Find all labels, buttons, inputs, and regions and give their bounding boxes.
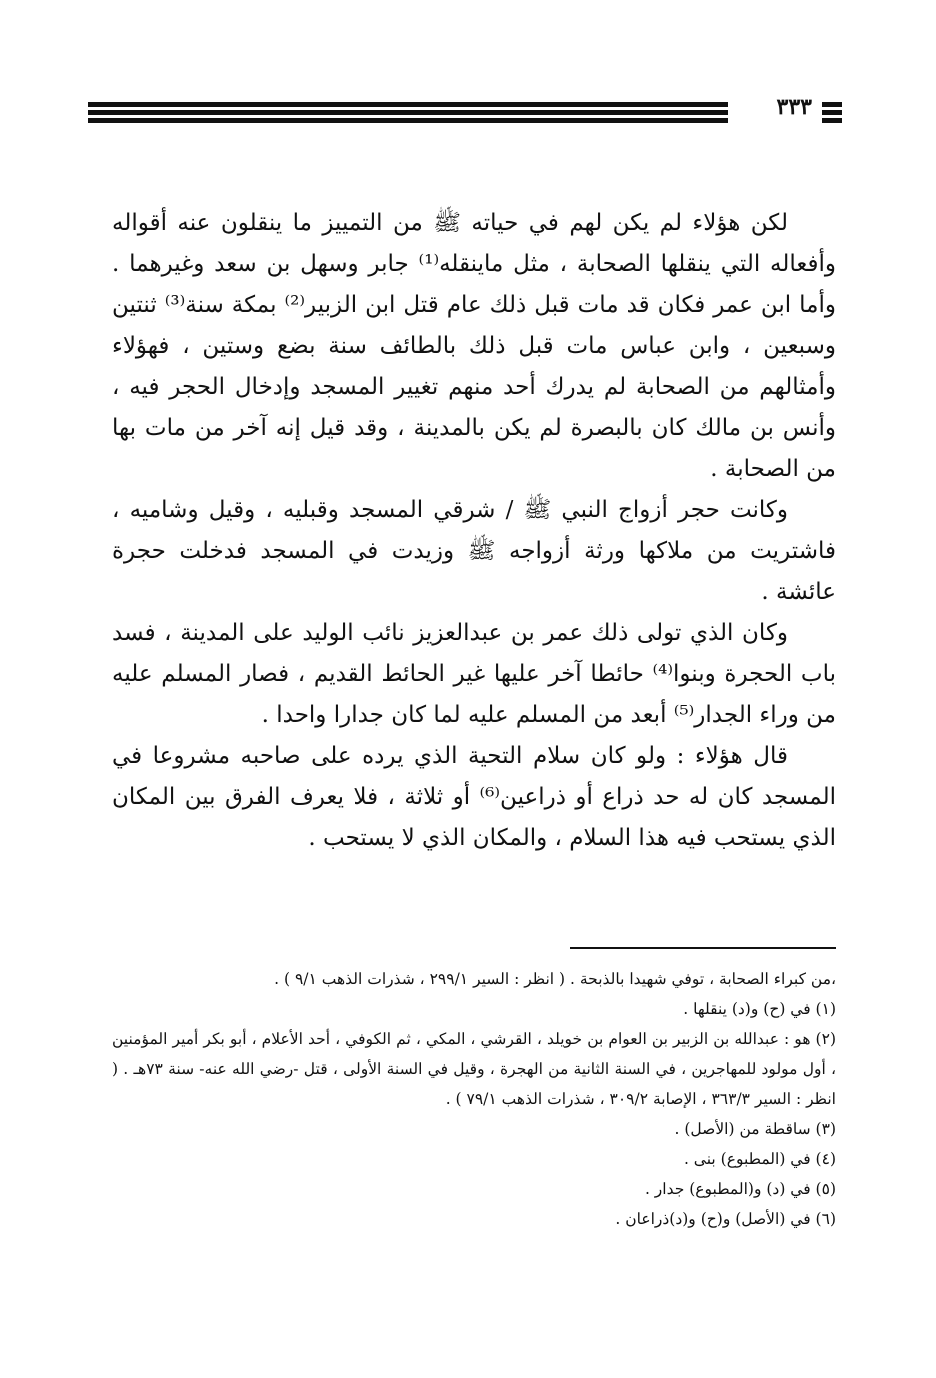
header-rule (88, 118, 728, 123)
paragraph: قال هؤلاء : ولو كان سلام التحية الذي يرده على صاحبه مشروعا في المسجد كان له حد ذراع أو ذراعين⁽⁶⁾ أو ثلاثة ، فلا يعرف الفرق بين المكان الذي يستحب فيه هذا السلام ، والمكان الذي لا يستحب . (112, 743, 836, 851)
header-rule-short (822, 102, 842, 107)
footnote: (٥) في (د) و(المطبوع) جدار . (644, 1180, 836, 1198)
footnote: (٦) في (الأصل) و(ح) و(د)ذراعان . (615, 1210, 836, 1228)
footnote: (٢) هو : عبدالله بن الزبير بن العوام بن خويلد ، القرشي ، المكي ، ثم الكوفي ، أحد الأعلام ، أبو بكر أمير المؤمنين ، أول مولود للمهاجرين ، في السنة الثانية من الهجرة ، وقيل في السنة الأولى ، قتل -رضي الله عنه- سنة ٧٣هـ . ( انظر : السير ٣٦٣/٣ ، الإصابة ٣٠٩/٢ ، شذرات الذهب ٧٩/١ ) . (112, 1030, 837, 1108)
header-rule (88, 102, 728, 107)
main-text (112, 203, 836, 859)
paragraph: وكانت حجر أزواج النبي ﷺ / شرقي المسجد وقبليه ، وقيل وشاميه ، فاشتريت من ملاكها ورثة أزواجه ﷺ وزيدت في المسجد فدخلت حجرة عائشة . (112, 497, 836, 605)
header-rule-short (822, 118, 842, 123)
footnote: (٤) في (المطبوع) بنى . (683, 1150, 836, 1168)
header-rule-short (822, 110, 842, 115)
paragraph: وكان الذي تولى ذلك عمر بن عبدالعزيز نائب الوليد على المدينة ، فسد باب الحجرة وبنوا⁽⁴⁾ حائطا آخر عليها غير الحائط القديم ، فصار المسلم عليه من وراء الجدار⁽⁵⁾ أبعد من المسلم عليه لما كان جدارا واحدا . (112, 620, 836, 728)
page-header (88, 96, 842, 130)
header-rule (88, 110, 728, 115)
footnote: ،من كبراء الصحابة ، توفي شهيدا بالذبحة . ( انظر : السير ٢٩٩/١ ، شذرات الذهب ٩/١ ) . (274, 970, 836, 988)
footnotes (112, 964, 836, 1234)
footnote-separator (570, 947, 836, 949)
paragraph: لكن هؤلاء لم يكن لهم في حياته ﷺ من التمييز ما ينقلون عنه أقواله وأفعاله التي ينقلها الصحابة ، مثل ماينقله⁽¹⁾ جابر وسهل بن سعد وغيرهما . وأما ابن عمر فكان قد مات قبل ذلك عام قتل ابن الزبير⁽²⁾ بمكة سنة⁽³⁾ ثنتين وسبعين ، وابن عباس مات قبل ذلك بالطائف سنة بضع وستين ، فهؤلاء وأمثالهم من الصحابة لم يدرك أحد منهم تغيير المسجد وإدخال الحجر فيه ، وأنس بن مالك كان بالبصرة لم يكن بالمدينة ، وقد قيل إنه آخر من مات بها من الصحابة . (112, 210, 836, 482)
footnote: (٣) ساقطة من (الأصل) . (674, 1120, 836, 1138)
page-number: ٣٣٣ (773, 94, 816, 120)
footnote: (١) في (ح) و(د) ينقلها . (683, 1000, 836, 1018)
